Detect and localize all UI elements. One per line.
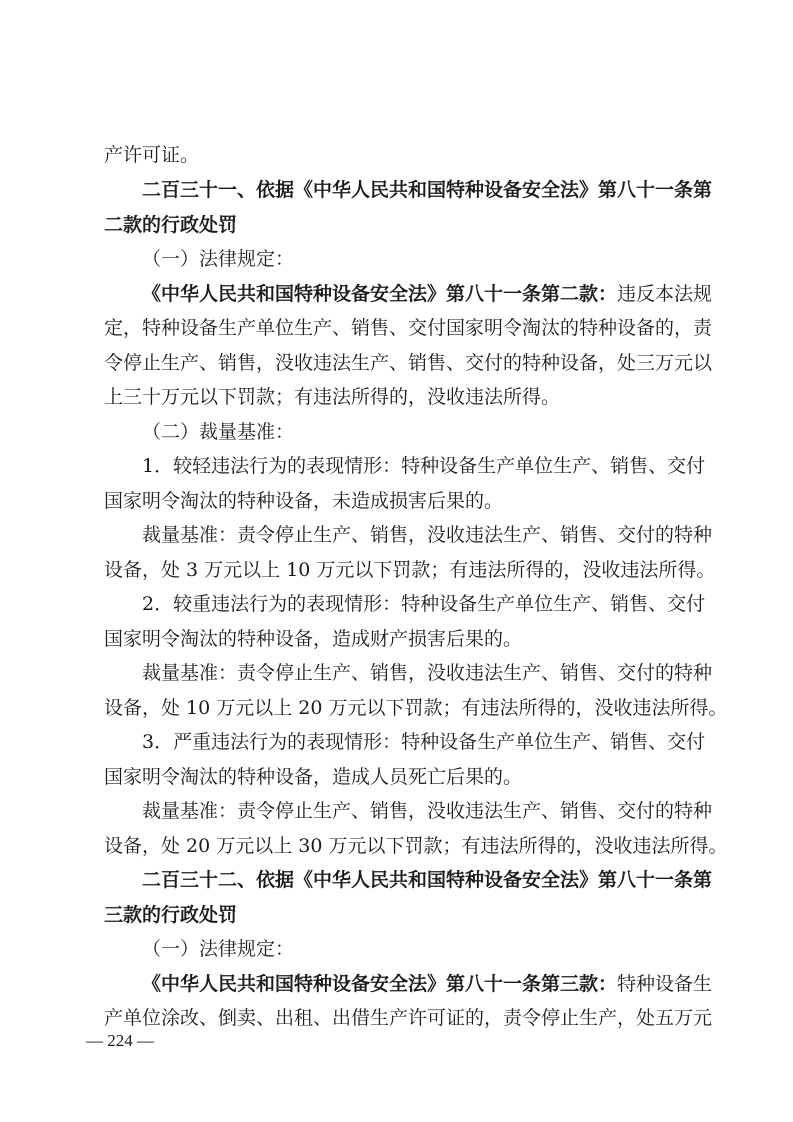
text-line <box>142 971 713 997</box>
article-heading: 二百三十一、依据《中华人民共和国特种设备安全法》第八十一条第 <box>142 179 713 201</box>
law-text: 特种设备生 <box>617 973 713 995</box>
text-line: 国家明令淘汰的特种设备，造成财产损害后果的。 <box>104 628 523 650</box>
text-line: 上三十万元以下罚款；有违法所得的，没收违法所得。 <box>104 386 561 408</box>
section-heading: （一）法律规定： <box>142 248 295 270</box>
law-citation: 《中华人民共和国特种设备安全法》第八十一条第三款： <box>142 973 618 995</box>
article-heading: 三款的行政处罚 <box>104 904 238 926</box>
section-heading: （一）法律规定： <box>142 938 295 960</box>
text-line: 设备，处 3 万元以上 10 万元以下罚款；有违法所得的，没收违法所得。 <box>104 559 716 581</box>
text-line: 国家明令淘汰的特种设备，造成人员死亡后果的。 <box>104 766 523 788</box>
text-line: 裁量基准：责令停止生产、销售，没收违法生产、销售、交付的特种 <box>142 524 713 546</box>
article-heading: 二款的行政处罚 <box>104 214 238 236</box>
law-text: 违反本法规 <box>617 283 713 305</box>
text-line: 定，特种设备生产单位生产、销售、交付国家明令淘汰的特种设备的，责 <box>104 317 713 339</box>
text-line: 3．严重违法行为的表现情形：特种设备生产单位生产、销售、交付 <box>142 731 706 753</box>
law-citation: 《中华人民共和国特种设备安全法》第八十一条第二款： <box>142 283 618 305</box>
text-line: 裁量基准：责令停止生产、销售，没收违法生产、销售、交付的特种 <box>142 800 713 822</box>
article-heading: 二百三十二、依据《中华人民共和国特种设备安全法》第八十一条第 <box>142 869 713 891</box>
text-line: 国家明令淘汰的特种设备，未造成损害后果的。 <box>104 490 504 512</box>
text-line: 产单位涂改、倒卖、出租、出借生产许可证的，责令停止生产，处五万元 <box>104 1007 713 1029</box>
text-line <box>142 281 713 307</box>
text-line: 令停止生产、销售，没收违法生产、销售、交付的特种设备，处三万元以 <box>104 352 713 374</box>
text-line: 产许可证。 <box>104 144 200 166</box>
text-line: 设备，处 10 万元以上 20 万元以下罚款；有违法所得的，没收违法所得。 <box>104 697 728 719</box>
page-number: — 224 — <box>86 1031 154 1050</box>
text-line: 裁量基准：责令停止生产、销售，没收违法生产、销售、交付的特种 <box>142 662 713 684</box>
text-line: 设备，处 20 万元以上 30 万元以下罚款；有违法所得的，没收违法所得。 <box>104 835 728 857</box>
section-heading: （二）裁量基准： <box>142 421 295 443</box>
text-line: 2．较重违法行为的表现情形：特种设备生产单位生产、销售、交付 <box>142 593 706 615</box>
text-line: 1．较轻违法行为的表现情形：特种设备生产单位生产、销售、交付 <box>142 455 706 477</box>
